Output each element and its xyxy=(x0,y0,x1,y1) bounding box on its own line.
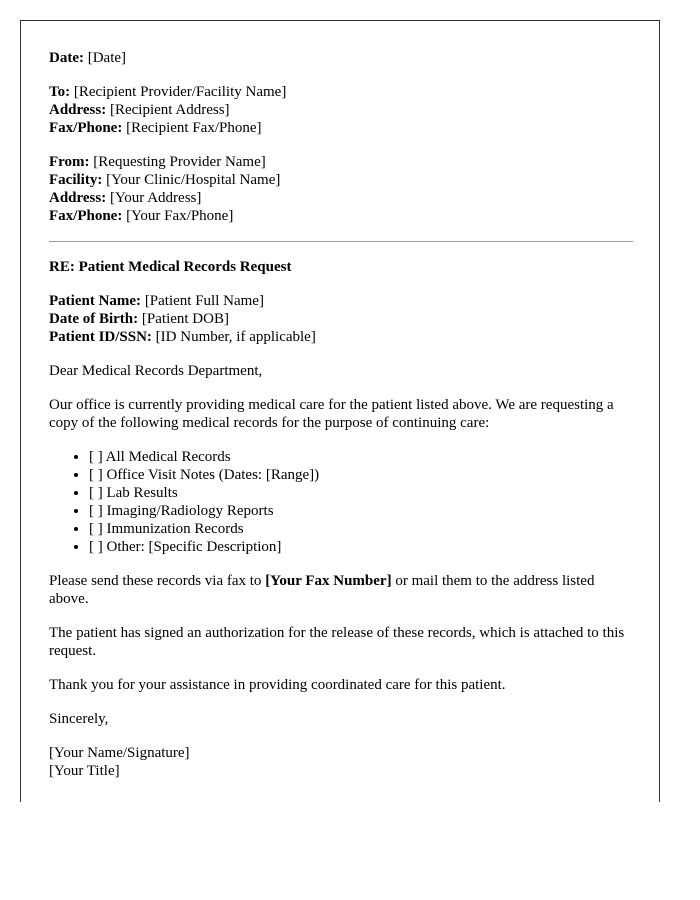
recipient-to-line xyxy=(49,83,633,101)
sender-facility-line xyxy=(49,171,633,189)
valediction: Sincerely, xyxy=(49,711,109,727)
recipient-block xyxy=(49,83,633,137)
patient-name-line xyxy=(49,292,633,310)
records-list-item: • [ ] All Medical Records xyxy=(89,448,633,466)
recipient-to-label: To: xyxy=(49,84,71,100)
subject-line xyxy=(49,258,633,276)
patient-dob-label: Date of Birth: xyxy=(49,311,139,327)
sender-address-value: [Your Address] xyxy=(109,190,202,206)
date-block xyxy=(49,49,633,67)
records-list-item: • [ ] Other: [Specific Description] xyxy=(89,538,633,556)
recipient-fax-label: Fax/Phone: xyxy=(49,120,123,136)
send-prefix: Please send these records via fax to xyxy=(49,573,266,589)
sender-from-label: From: xyxy=(49,154,90,170)
sender-facility-value: [Your Clinic/Hospital Name] xyxy=(106,172,281,188)
sender-fax-line xyxy=(49,207,633,225)
patient-name-label: Patient Name: xyxy=(49,293,142,309)
recipient-address-value: [Recipient Address] xyxy=(109,102,230,118)
sender-fax-value: [Your Fax/Phone] xyxy=(126,208,234,224)
thanks-paragraph: Thank you for your assistance in providing coordinated care for this patient. xyxy=(49,677,506,693)
authorization-paragraph: The patient has signed an authorization for the release of these records, which is attached to this request. xyxy=(49,625,625,659)
subject-block xyxy=(49,258,633,276)
sender-from-line xyxy=(49,153,633,171)
intro-paragraph: Our office is currently providing medical care for the patient listed above. We are requesting a copy of the following medical records for the purpose of continuing care: xyxy=(49,397,614,431)
send-fax-number: [Your Fax Number] xyxy=(265,573,392,589)
records-list-item: • [ ] Office Visit Notes (Dates: [Range]) xyxy=(89,466,633,484)
records-list-item: • [ ] Imaging/Radiology Reports xyxy=(89,502,633,520)
send-suffix: or mail them to the address listed above. xyxy=(49,573,595,607)
recipient-fax-line xyxy=(49,119,633,137)
sender-address-label: Address: xyxy=(49,190,107,206)
patient-id-value: [ID Number, if applicable] xyxy=(155,329,316,345)
date-label: Date: xyxy=(49,50,84,66)
date-value: [Date] xyxy=(87,50,127,66)
records-list-item: • [ ] Immunization Records xyxy=(89,520,633,538)
signature-title: [Your Title] xyxy=(49,763,120,779)
patient-dob-line xyxy=(49,310,633,328)
sender-facility-label: Facility: xyxy=(49,172,103,188)
patient-id-label: Patient ID/SSN: xyxy=(49,329,152,345)
patient-name-value: [Patient Full Name] xyxy=(144,293,264,309)
sender-from-value: [Requesting Provider Name] xyxy=(93,154,266,170)
salutation: Dear Medical Records Department, xyxy=(49,363,263,379)
patient-block xyxy=(49,292,633,346)
records-list xyxy=(49,448,633,556)
signature-block xyxy=(49,744,633,780)
send-instructions-paragraph xyxy=(49,572,633,608)
recipient-address-line xyxy=(49,101,633,119)
date-line xyxy=(49,49,633,67)
records-list-item: • [ ] Lab Results xyxy=(89,484,633,502)
sender-block xyxy=(49,153,633,225)
sender-address-line xyxy=(49,189,633,207)
sender-fax-label: Fax/Phone: xyxy=(49,208,123,224)
subject-text: RE: Patient Medical Records Request xyxy=(49,259,292,275)
section-divider xyxy=(49,241,633,242)
signature-name: [Your Name/Signature] xyxy=(49,745,190,761)
recipient-address-label: Address: xyxy=(49,102,107,118)
patient-id-line xyxy=(49,328,633,346)
letter-content xyxy=(49,49,633,780)
letter-page xyxy=(20,20,660,802)
patient-dob-value: [Patient DOB] xyxy=(141,311,229,327)
recipient-fax-value: [Recipient Fax/Phone] xyxy=(126,120,262,136)
recipient-to-value: [Recipient Provider/Facility Name] xyxy=(73,84,287,100)
